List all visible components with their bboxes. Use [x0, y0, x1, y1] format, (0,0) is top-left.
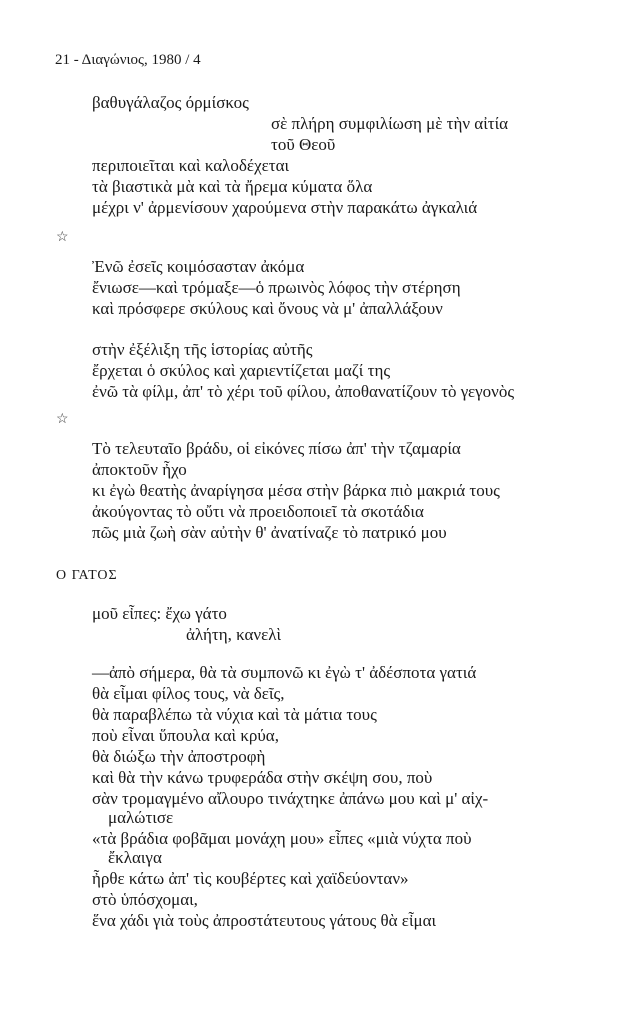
poem-line: στὴν ἐξέλιξη τῆς ἱστορίας αὐτῆς	[92, 340, 313, 359]
poem-line: καὶ πρόσφερε σκύλους καὶ ὄνους νὰ μ' ἀπαλλάξουν	[92, 299, 443, 318]
poem-line: «τὰ βράδια φοβᾶμαι μονάχη μου» εἶπες «μιὰ νύχτα ποὺ	[92, 829, 472, 848]
poem-line: ἔρχεται ὁ σκύλος καὶ χαριεντίζεται μαζί της	[92, 361, 391, 380]
poem-line: στὸ ὑπόσχομαι,	[92, 890, 198, 909]
poem-line: βαθυγάλαζος όρμίσκος	[92, 93, 249, 112]
poem-line: πῶς μιὰ ζωὴ σὰν αὐτὴν θ' ἀνατίναζε τὸ πατρικό μου	[92, 523, 447, 542]
page-header: 21 - Διαγώνιος, 1980 / 4	[55, 52, 201, 68]
poem-line: Τὸ τελευταῖο βράδυ, οἱ εἰκόνες πίσω ἀπ' τὴν τζαμαρία	[92, 439, 461, 458]
poem-line: ἔνιωσε—καὶ τρόμαξε—ὁ πρωινὸς λόφος τὴν στέρηση	[92, 278, 461, 297]
poem-line: ἀποκτοῦν ἦχο	[92, 460, 187, 479]
poem-line: Ἐνῶ ἐσεῖς κοιμόσασταν ἀκόμα	[92, 257, 305, 276]
star-separator-icon: ☆	[56, 230, 69, 245]
poem-line: καὶ θὰ τὴν κάνω τρυφεράδα στὴν σκέψη σου, ποὺ	[92, 768, 433, 787]
poem-line: μαλώτισε	[108, 808, 174, 827]
poem-title: Ο ΓΑΤΟΣ	[56, 568, 118, 583]
poem-line: περιποιεῖται καὶ καλοδέχεται	[92, 156, 290, 175]
poem-line: σὰν τρομαγμένο αἴλουρο τινάχτηκε ἀπάνω μου καὶ μ' αἰχ-	[92, 789, 489, 808]
poem-line: μέχρι ν' ἀρμενίσουν χαρούμενα στὴν παρακάτω ἀγκαλιά	[92, 198, 478, 217]
poem-line: ἐνῶ τὰ φίλμ, ἀπ' τὸ χέρι τοῦ φίλου, ἀποθανατίζουν τὸ γεγονὸς	[92, 382, 515, 401]
poem-line: ἕνα χάδι γιὰ τοὺς ἀπροστάτευτους γάτους θὰ εἶμαι	[92, 911, 437, 930]
poem-line: θὰ εἶμαι φίλος τους, νὰ δεῖς,	[92, 684, 285, 703]
poem-line: τοῦ Θεοῦ	[271, 135, 336, 154]
poem-line: ἀλήτη, κανελὶ	[186, 625, 282, 644]
poem-line: —ἀπὸ σήμερα, θὰ τὰ συμπονῶ κι ἐγὼ τ' ἀδέσποτα γατιά	[92, 663, 477, 682]
poem-line: ἦρθε κάτω ἀπ' τὶς κουβέρτες καὶ χαϊδεύονταν»	[92, 869, 409, 888]
poem-line: ἔκλαιγα	[108, 848, 162, 867]
poem-line: θὰ διώξω τὴν ἀποστροφὴ	[92, 747, 266, 766]
poem-line: σὲ πλήρη συμφιλίωση μὲ τὴν αἰτία	[271, 114, 509, 133]
poem-line: μοῦ εἶπες: ἔχω γάτο	[92, 604, 227, 623]
poem-line: κι ἐγὼ θεατὴς ἀναρίγησα μέσα στὴν βάρκα πιὸ μακριά τους	[92, 481, 500, 500]
poem-line: θὰ παραβλέπω τὰ νύχια καὶ τὰ μάτια τους	[92, 705, 377, 724]
poem-line: τὰ βιαστικὰ μὰ καὶ τὰ ἤρεμα κύματα ὅλα	[92, 177, 373, 196]
poem-line: ἀκούγοντας τὸ οὔτι νὰ προειδοποιεῖ τὰ σκοτάδια	[92, 502, 424, 521]
star-separator-icon: ☆	[56, 412, 69, 427]
poem-line: ποὺ εἶναι ὕπουλα καὶ κρύα,	[92, 726, 279, 745]
